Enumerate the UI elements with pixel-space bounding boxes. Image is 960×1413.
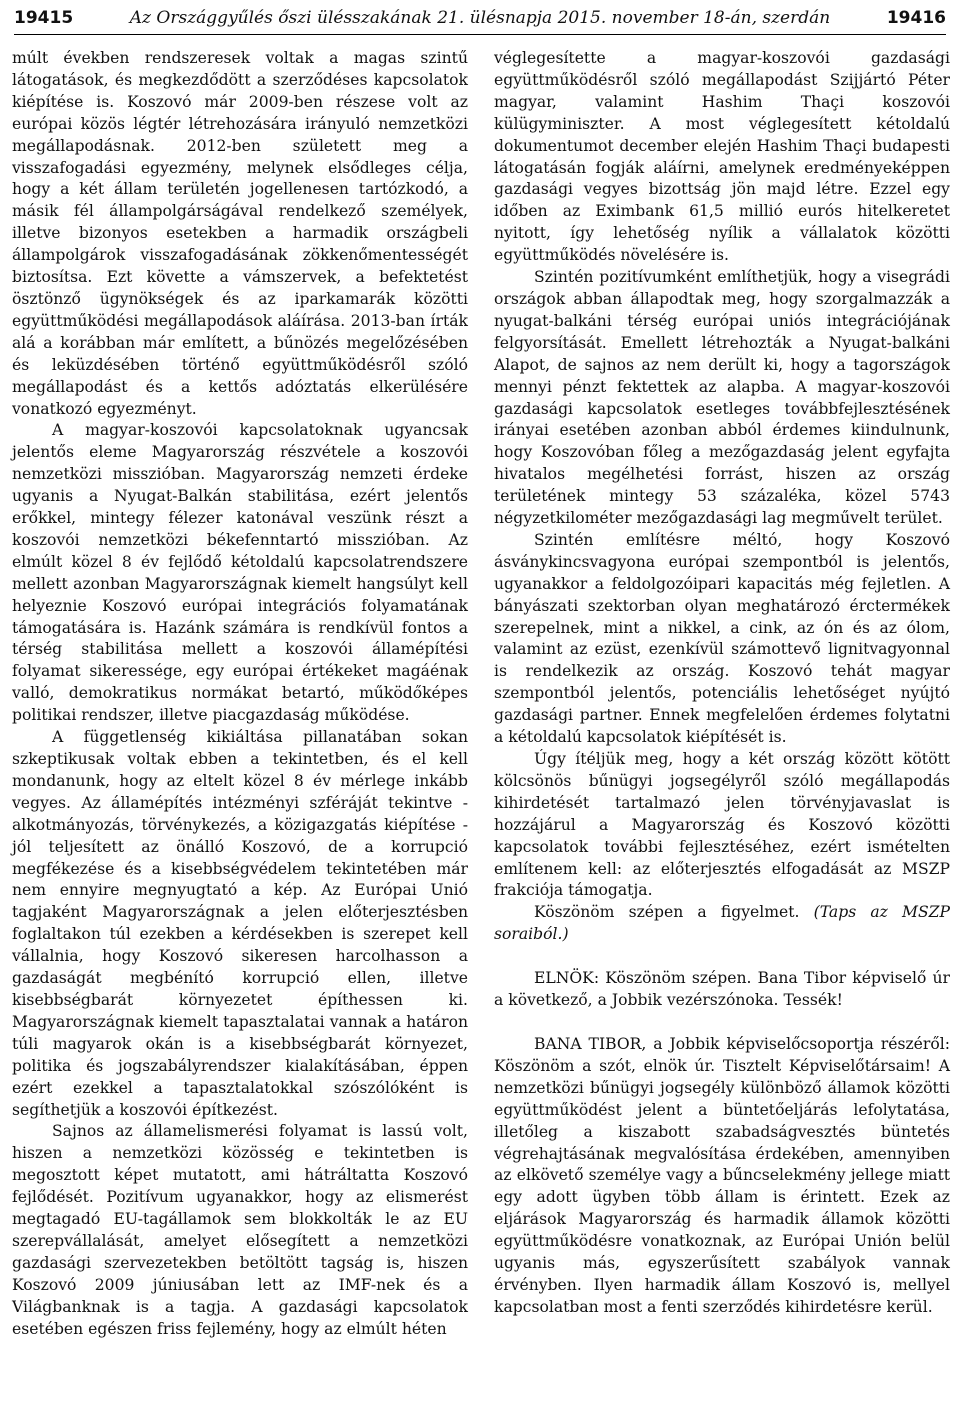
- paragraph: Úgy ítéljük meg, hogy a két ország között kötött kölcsönös bűnügyi jogsegélyről szóló megállapodás kihirdetését tartalmazó jelen törvényjavaslat is hozzájárul a Magyarország és Koszovó közötti kapcsolatok további fejlesztéséhez, ezért ismételten említenem kell: az előterjesztés elfogadását az MSZP frakciója támogatja.: [494, 750, 950, 900]
- paragraph: Sajnos az államelismerési folyamat is lassú volt, hiszen a nemzetközi közösség e tekintetben is megosztott képet mutatott, ami hátráltatta Koszovó fejlődését. Pozitívum ugyanakkor, hogy az elismerést megtagadó EU-tagállamok sem blokkolták le az EU szerepvállalását, amelyet elősegített a nemzetközi gazdasági szervezetekben betöltött tagság is, hiszen Koszovó 2009 júniusában lett az IMF-nek és a Világbanknak is a tagja. A gazdasági kapcsolatok esetében egészen friss fejlemény, hogy az elmúlt héten: [12, 1122, 468, 1338]
- right-column: [494, 48, 950, 1319]
- page-number-left: 19415: [14, 8, 74, 28]
- paragraph: véglegesítette a magyar-koszovói gazdasági együttműködésről szóló megállapodást Szijjártó Péter magyar, valamint Hashim Thaçi koszovói külügyminiszter. A most véglegesített kétoldalú dokumentumot december elején Hashim Thaçi budapesti látogatásán fogják aláírni, amelynek eredményeképpen gazdasági vegyes bizottság jön majd létre. Ezzel egy időben az Eximbank 61,5 millió eurós hitelkeretet nyitott, így lehetőség nyílik a vállalatok közötti együttműködés növelésére is.: [494, 49, 950, 265]
- left-column: [12, 48, 468, 1340]
- speaker-speech: BANA TIBOR, a Jobbik képviselőcsoportja részéről: Köszönöm a szót, elnök úr. Tisztelt Képviselőtársaim! A nemzetközi bűnügyi jogsegély különböző államok közötti együttműködést jelent a büntetőeljárás lefolytatása, illetőleg a kiszabott szabadságvesztés büntetés végrehajtásának megvalósítása érdekében, amennyiben az elkövető személye vagy a bűncselekmény jellege miatt egy adott ügyben több állam is érintett. Ezek az eljárások Magyarország és harmadik államok közötti együttműködésre vonatkoznak, az Európai Unión belül ugyanis más, egyszerűsített szabályok vannak érvényben. Ilyen harmadik állam Koszovó is, mellyel kapcsolatban most a fenti szerződés kihirdetésre kerül.: [494, 1034, 950, 1316]
- page-number-right: 19416: [886, 8, 946, 28]
- paragraph: Szintén pozitívumként említhetjük, hogy a visegrádi országok abban állapodtak meg, hogy szorgalmazzák a nyugat-balkáni térség európai uniós integrációjának felgyorsítását. Emellett létrehozták a Nyugat-balkáni Alapot, de sajnos az nem derült ki, hogy a tagországok mennyi pénzt fektettek az alapba. A magyar-koszovói gazdasági kapcsolatok esetleges továbbfejlesztésének irányai esetében azonban abból érdemes kiindulnunk, hogy Koszovóban főleg a mezőgazdaság jelent egyfajta hivatalos megélhetési forrást, hiszen az ország területének mintegy 53 százaléka, közel 5743 négyzetkilométer mezőgazdasági lag megművelt terület.: [494, 268, 950, 528]
- closing-text: Köszönöm szépen a figyelmet.: [534, 903, 814, 922]
- paragraph: A függetlenség kikiáltása pillanatában sokan szkeptikusak voltak ebben a tekintetben, és el kell mondanunk, hogy az eltelt közel 8 év mérlege inkább vegyes. Az államépítés intézményi szféráját tekintve - alkotmányozás, törvénykezés, a közigazgatás kiépítése - jól teljesített az önálló Koszovó, de a korrupció megfékezése és a kisebbségvédelem tekintetében már nem ennyire megnyugtató a kép. Az Európai Unió tagjaként Magyarországnak a jelen előterjesztésben foglaltakon túl ezekben a kérdésekben is szerepet kell vállalnia, hogy Koszovó sikeresen harcolhasson a gazdaságát megbénító korrupció ellen, illetve kisebbségbarát környezetet építhessen ki. Magyarországnak kiemelt tapasztalatai vannak a határon túli magyarok okán is a kisebbségbarát környezet, politika és jogszabályrendszer kialakításában, éppen ezért ezekkel a tapasztalatokkal szószólóként is segíthetjük a koszovói építkezést.: [12, 728, 468, 1119]
- closing-paragraph: [494, 902, 950, 946]
- running-title: Az Országgyűlés őszi ülésszakának 21. ülésnapja 2015. november 18-án, szerdán: [129, 8, 831, 28]
- paragraph: múlt években rendszeresek voltak a magas szintű látogatások, és megkezdődött a szerződéses kapcsolatok kiépítése is. Koszovó már 2009-ben részese volt az európai közös légtér létrehozására irányuló nemzetközi megállapodásnak. 2012-ben született meg a visszafogadási egyezmény, melynek elsődleges célja, hogy a két állam területén jogellenesen tartózkodó, a másik fél állampolgárságával rendelkező személyek, illetve bizonyos esetekben a harmadik országbeli állampolgárok visszafogadásának zökkenőmentességét biztosítsa. Ezt követte a vámszervek, a befektetést ösztönző ügynökségek és az iparkamarák közötti együttműködési megállapodások aláírása. 2013-ban írták alá a korábban már említett, a bűnözés megelőzésében és leküzdésében történő együttműködésről szóló megállapodást és a kettős adóztatás elkerülésére vonatkozó egyezményt.: [12, 49, 468, 418]
- chair-speech: ELNÖK: Köszönöm szépen. Bana Tibor képviselő úr a következő, a Jobbik vezérszónoka. Tessék!: [494, 969, 950, 1010]
- page-header: [14, 2, 946, 35]
- paragraph: A magyar-koszovói kapcsolatoknak ugyancsak jelentős eleme Magyarország részvétele a koszovói nemzetközi misszióban. Magyarország nemzeti érdeke ugyanis a Nyugat-Balkán stabilitása, ezért jelentős erőkkel, mintegy félezer katonával veszünk részt a koszovói nemzetközi békefenntartó misszióban. Az elmúlt közel 8 év fejlődő kétoldalú kapcsolatrendszere mellett azonban Magyarországnak kiemelt hangsúlyt kell helyeznie Koszovó európai integrációs folyamatának támogatására is. Hazánk számára is rendkívül fontos a térség stabilitása mellett a koszovói államépítési folyamat sikeressége, egy európai értékeket magáénak valló, demokratikus normákat betartó, működőképes politikai rendszer, illetve piacgazdaság működése.: [12, 421, 468, 725]
- applause-note: (Taps az MSZP soraiból.): [494, 903, 950, 944]
- paragraph: Szintén említésre méltó, hogy Koszovó ásványkincsvagyona európai szempontból is jelentős, ugyanakkor a feldolgozóipari kapacitás még fejletlen. A bányászati szektorban olyan meghatározó érctermékek szerepelnek, mint a nikkel, a cink, az ón és az ólom, valamint az ezüst, ezenkívül számottevő lignitvagyonnal is rendelkezik az ország. Koszovó tehát magyar szempontból jelentős, potenciális lehetőséget nyújtó gazdasági partner. Ennek megfelelően érdemes folytatni a kétoldalú kapcsolatok kiépítését is.: [494, 530, 950, 747]
